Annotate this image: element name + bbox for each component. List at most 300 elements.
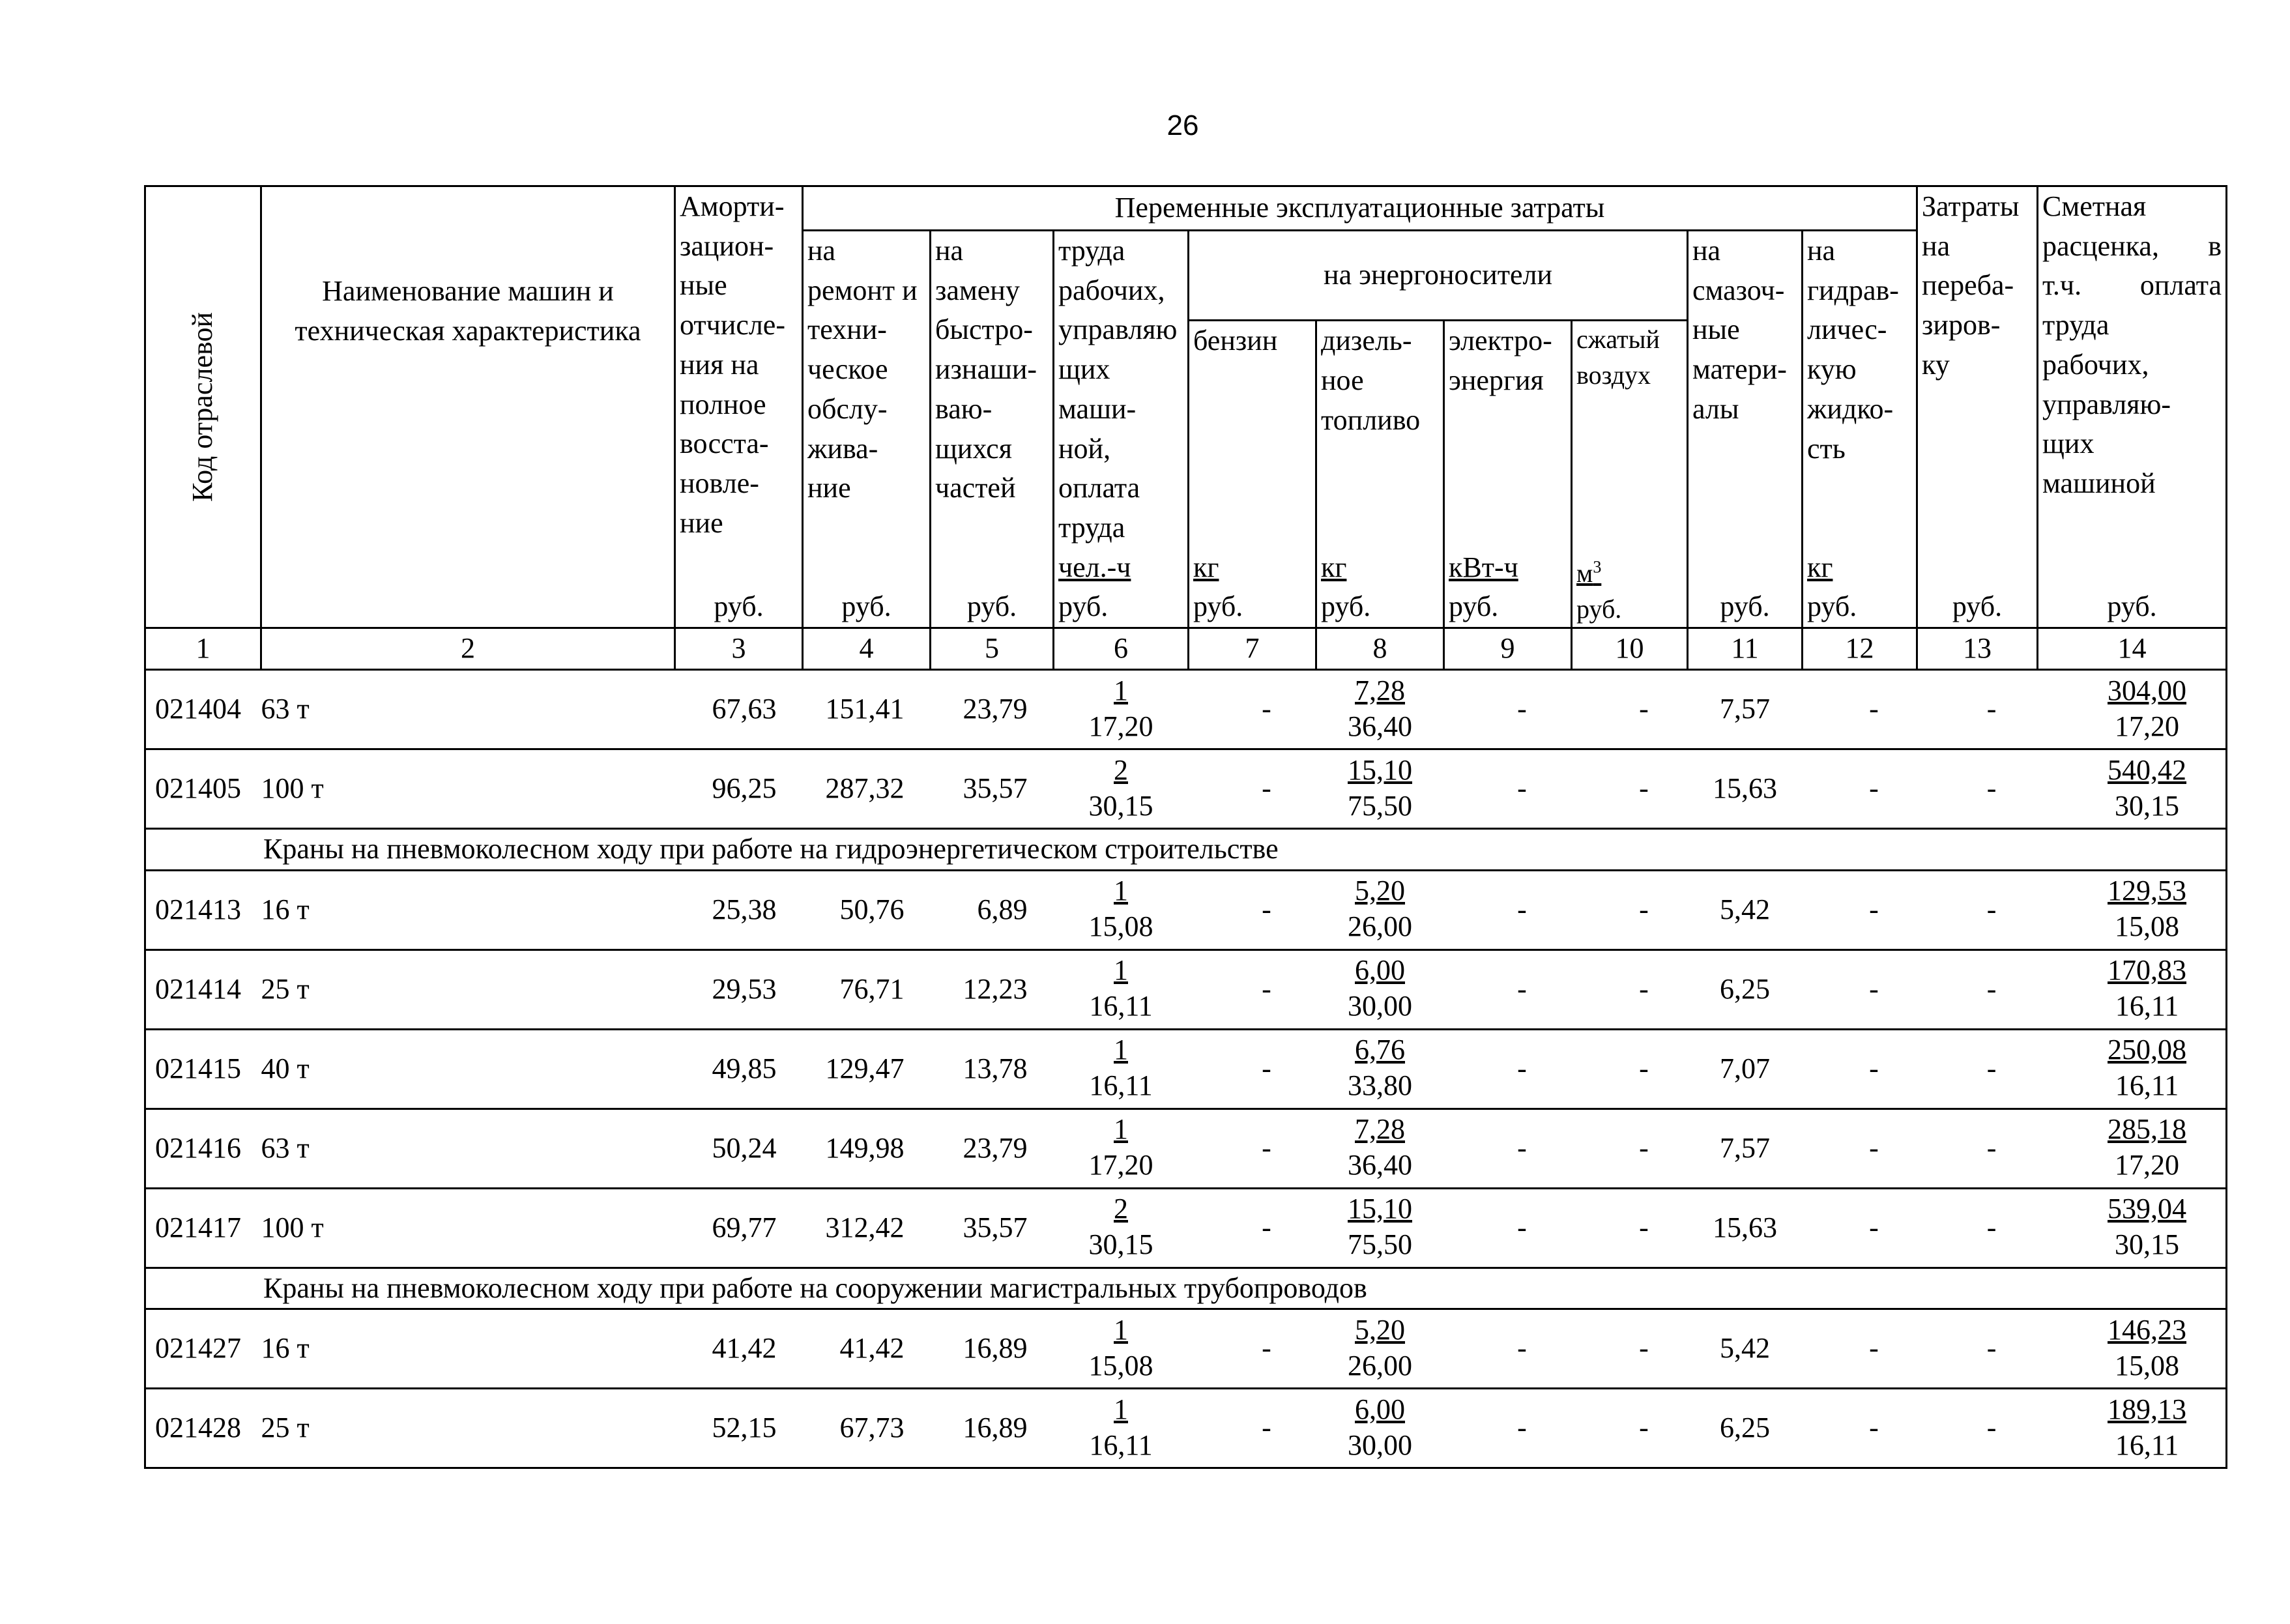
fraction-numerator: 2 xyxy=(1114,753,1128,786)
header-industry-code: Код отраслевой xyxy=(145,186,261,628)
lubricants-value: 15,63 xyxy=(1688,1188,1803,1268)
machine-capacity: 40 т xyxy=(261,1029,675,1109)
repair-value: 67,73 xyxy=(803,1389,931,1468)
relocation-value: - xyxy=(1917,870,2038,950)
gasoline-value: - xyxy=(1189,1188,1316,1268)
header-line: труда xyxy=(2042,309,2109,341)
hydraulic-value: - xyxy=(1803,870,1917,950)
header-line: на xyxy=(935,235,964,267)
estimate-value xyxy=(2038,669,2227,749)
unit-label: руб. xyxy=(2107,590,2157,623)
lubricants-value: 7,57 xyxy=(1688,669,1803,749)
unit-label-bottom: руб. xyxy=(1058,590,1109,623)
header-line: труда xyxy=(1058,235,1125,267)
fraction-value xyxy=(1089,752,1153,824)
header-line: ные xyxy=(680,269,727,302)
fraction-denominator: 17,20 xyxy=(1088,710,1153,742)
repair-value: 151,41 xyxy=(803,669,931,749)
machine-code: 021427 xyxy=(145,1309,261,1389)
header-line: ние xyxy=(680,506,723,539)
header-line: личес- xyxy=(1807,313,1887,346)
header-line: энергия xyxy=(1449,364,1544,396)
header-line: смазоч- xyxy=(1692,274,1785,306)
diesel-value xyxy=(1316,1309,1444,1389)
header-line: быстро- xyxy=(935,313,1033,346)
diesel-value xyxy=(1316,1188,1444,1268)
fraction-value xyxy=(2108,873,2186,944)
unit-label-top: кг xyxy=(1321,551,1347,583)
unit-label-top: кг xyxy=(1193,551,1219,583)
header-line: зиров- xyxy=(1922,309,2001,341)
fraction-denominator: 16,11 xyxy=(1089,1428,1153,1461)
header-line: новле- xyxy=(680,467,759,500)
electricity-value: - xyxy=(1444,1029,1572,1109)
column-number: 2 xyxy=(261,628,675,670)
parts-value: 13,78 xyxy=(931,1029,1054,1109)
repair-value: 41,42 xyxy=(803,1309,931,1389)
machine-code: 021405 xyxy=(145,749,261,828)
electricity-value: - xyxy=(1444,749,1572,828)
labor-value xyxy=(1054,1109,1189,1188)
machine-code: 021417 xyxy=(145,1188,261,1268)
header-line: обслу- xyxy=(807,392,888,425)
unit-label-bottom: руб. xyxy=(1576,594,1622,624)
lubricants-value: 6,25 xyxy=(1688,950,1803,1029)
fraction-denominator: 15,08 xyxy=(2115,910,2180,943)
header-gasoline xyxy=(1189,321,1316,628)
fraction-denominator: 26,00 xyxy=(1348,910,1412,943)
labor-value xyxy=(1054,1029,1189,1109)
table-row xyxy=(145,950,2227,1029)
header-line: восста- xyxy=(680,428,769,460)
labor-value xyxy=(1054,1188,1189,1268)
fraction-numerator: 540,42 xyxy=(2108,753,2187,786)
column-number: 3 xyxy=(675,628,803,670)
header-line: матери- xyxy=(1692,353,1787,386)
header-line: дизель- xyxy=(1321,325,1412,357)
header-line: отчисле- xyxy=(680,309,785,341)
header-line: ремонт и xyxy=(807,274,918,306)
unit-label: руб. xyxy=(841,590,891,623)
header-line: ческое xyxy=(807,353,888,386)
gasoline-value: - xyxy=(1189,749,1316,828)
fraction-denominator: 36,40 xyxy=(1348,1149,1412,1182)
relocation-value: - xyxy=(1917,1309,2038,1389)
fraction-numerator: 1 xyxy=(1114,1393,1128,1425)
column-number: 12 xyxy=(1803,628,1917,670)
fraction-value xyxy=(1348,1111,1412,1183)
header-line: топливо xyxy=(1321,403,1421,436)
machine-capacity: 63 т xyxy=(261,669,675,749)
hydraulic-value: - xyxy=(1803,1309,1917,1389)
fraction-value xyxy=(1089,673,1153,744)
section-title: Краны на пневмоколесном ходу при работе на гидроэнергетическом строительстве xyxy=(145,828,2227,870)
header-line: Затраты xyxy=(1922,190,2020,222)
fraction-value xyxy=(1089,952,1152,1024)
machine-capacity: 16 т xyxy=(261,870,675,950)
parts-value: 16,89 xyxy=(931,1309,1054,1389)
column-number: 6 xyxy=(1054,628,1189,670)
relocation-value: - xyxy=(1917,1188,2038,1268)
header-energy: на энергоносители xyxy=(1189,231,1688,321)
header-variable-costs: Переменные эксплуатационные затраты xyxy=(803,186,1917,231)
header-line: гидрав- xyxy=(1807,274,1899,306)
fraction-value xyxy=(1089,1111,1153,1183)
lubricants-value: 7,07 xyxy=(1688,1029,1803,1109)
fraction-value xyxy=(1348,1032,1412,1103)
column-number: 14 xyxy=(2038,628,2227,670)
lubricants-value: 6,25 xyxy=(1688,1389,1803,1468)
depreciation-value: 50,24 xyxy=(675,1109,803,1188)
estimate-value xyxy=(2038,1109,2227,1188)
machine-rates-table xyxy=(144,185,2227,1469)
header-repair xyxy=(803,231,931,628)
header-diesel xyxy=(1316,321,1444,628)
air-value: - xyxy=(1572,669,1688,749)
parts-value: 23,79 xyxy=(931,1109,1054,1188)
machine-code: 021416 xyxy=(145,1109,261,1188)
depreciation-value: 49,85 xyxy=(675,1029,803,1109)
electricity-value: - xyxy=(1444,669,1572,749)
labor-value xyxy=(1054,669,1189,749)
table-row xyxy=(145,1188,2227,1268)
fraction-value xyxy=(1089,1312,1153,1384)
fraction-denominator: 30,00 xyxy=(1348,1428,1412,1461)
gasoline-value: - xyxy=(1189,1109,1316,1188)
diesel-value xyxy=(1316,749,1444,828)
depreciation-value: 69,77 xyxy=(675,1188,803,1268)
gasoline-value: - xyxy=(1189,950,1316,1029)
fraction-value xyxy=(2108,1111,2186,1183)
depreciation-value: 52,15 xyxy=(675,1389,803,1468)
hydraulic-value: - xyxy=(1803,1109,1917,1188)
header-line: на xyxy=(807,235,836,267)
gasoline-value: - xyxy=(1189,1309,1316,1389)
unit-label: руб. xyxy=(1952,590,2003,623)
repair-value: 76,71 xyxy=(803,950,931,1029)
fraction-value xyxy=(1089,1391,1152,1463)
header-line: маши- xyxy=(1058,392,1137,425)
table-row xyxy=(145,1109,2227,1188)
fraction-value xyxy=(1348,1191,1412,1262)
fraction-numerator: 2 xyxy=(1114,1193,1128,1225)
unit-label: руб. xyxy=(966,590,1017,623)
fraction-denominator: 36,40 xyxy=(1348,710,1412,742)
electricity-value: - xyxy=(1444,1389,1572,1468)
relocation-value: - xyxy=(1917,1029,2038,1109)
fraction-numerator: 1 xyxy=(1114,1034,1128,1066)
air-value: - xyxy=(1572,1188,1688,1268)
header-line: управляю- xyxy=(2042,388,2171,420)
machine-capacity: 100 т xyxy=(261,749,675,828)
header-line: изнаши- xyxy=(935,353,1037,386)
unit-label-top: кВт-ч xyxy=(1449,551,1518,583)
machine-code: 021415 xyxy=(145,1029,261,1109)
fraction-numerator: 304,00 xyxy=(2108,674,2187,706)
header-line: ваю- xyxy=(935,392,993,425)
header-line: ние xyxy=(807,472,851,504)
fraction-value xyxy=(1348,1312,1412,1384)
fraction-value xyxy=(1348,873,1412,944)
hydraulic-value: - xyxy=(1803,1188,1917,1268)
header-line: рабочих, xyxy=(1058,274,1165,306)
header-line: замену xyxy=(935,274,1020,306)
table-row xyxy=(145,669,2227,749)
unit-label-top: чел.-ч xyxy=(1058,551,1131,583)
header-machine-name: Наименование машин и техническая характеристика xyxy=(261,186,675,628)
table-row xyxy=(145,1309,2227,1389)
parts-value: 35,57 xyxy=(931,749,1054,828)
parts-value: 23,79 xyxy=(931,669,1054,749)
machine-capacity: 63 т xyxy=(261,1109,675,1188)
fraction-denominator: 16,11 xyxy=(2115,1428,2179,1461)
page-number: 26 xyxy=(1167,109,1199,141)
relocation-value: - xyxy=(1917,669,2038,749)
fraction-value xyxy=(2108,1312,2186,1384)
fraction-denominator: 16,11 xyxy=(1089,990,1153,1022)
fraction-value xyxy=(1348,673,1412,744)
lubricants-value: 5,42 xyxy=(1688,1309,1803,1389)
column-number: 8 xyxy=(1316,628,1444,670)
header-electricity xyxy=(1444,321,1572,628)
header-line: полное xyxy=(680,388,766,420)
diesel-value xyxy=(1316,1389,1444,1468)
section-row xyxy=(145,828,2227,870)
header-line: ные xyxy=(1692,313,1740,346)
fraction-numerator: 6,00 xyxy=(1355,954,1405,987)
estimate-value xyxy=(2038,870,2227,950)
fraction-value xyxy=(1348,952,1412,1024)
fraction-denominator: 16,11 xyxy=(1089,1069,1153,1102)
repair-value: 312,42 xyxy=(803,1188,931,1268)
header-lubricants xyxy=(1688,231,1803,628)
header-line: труда xyxy=(1058,512,1125,544)
depreciation-value: 41,42 xyxy=(675,1309,803,1389)
fraction-denominator: 75,50 xyxy=(1348,1228,1412,1261)
relocation-value: - xyxy=(1917,950,2038,1029)
unit-label: руб. xyxy=(714,590,764,623)
unit-label-bottom: руб. xyxy=(1449,590,1499,623)
header-air xyxy=(1572,321,1688,628)
hydraulic-value: - xyxy=(1803,1029,1917,1109)
labor-value xyxy=(1054,950,1189,1029)
gasoline-value: - xyxy=(1189,669,1316,749)
lubricants-value: 15,63 xyxy=(1688,749,1803,828)
fraction-numerator: 1 xyxy=(1114,674,1128,706)
column-number: 13 xyxy=(1917,628,2038,670)
header-line: оплата xyxy=(1058,472,1140,504)
air-value: - xyxy=(1572,1389,1688,1468)
fraction-denominator: 75,50 xyxy=(1348,789,1412,822)
header-line: техни- xyxy=(807,313,887,346)
header-line: на xyxy=(1922,229,1950,262)
unit-label-top: кг xyxy=(1807,551,1833,583)
diesel-value xyxy=(1316,1029,1444,1109)
fraction-value xyxy=(2108,1391,2186,1463)
air-value: - xyxy=(1572,870,1688,950)
fraction-denominator: 15,08 xyxy=(1088,910,1153,943)
repair-value: 50,76 xyxy=(803,870,931,950)
fraction-denominator: 33,80 xyxy=(1348,1069,1412,1102)
fraction-denominator: 30,15 xyxy=(1088,1228,1153,1261)
repair-value: 287,32 xyxy=(803,749,931,828)
column-number: 5 xyxy=(931,628,1054,670)
electricity-value: - xyxy=(1444,950,1572,1029)
header-line: жидко- xyxy=(1807,392,1894,425)
header-line: щих xyxy=(1058,353,1110,386)
unit-label-bottom: руб. xyxy=(1193,590,1243,623)
gasoline-value: - xyxy=(1189,1029,1316,1109)
header-line: расценка, в xyxy=(2042,229,2222,262)
fraction-value xyxy=(2108,752,2186,824)
fraction-numerator: 129,53 xyxy=(2108,875,2187,907)
gasoline-value: - xyxy=(1189,870,1316,950)
depreciation-value: 67,63 xyxy=(675,669,803,749)
machine-capacity: 25 т xyxy=(261,950,675,1029)
column-number: 10 xyxy=(1572,628,1688,670)
header-hydraulic xyxy=(1803,231,1917,628)
parts-value: 12,23 xyxy=(931,950,1054,1029)
column-number: 4 xyxy=(803,628,931,670)
fraction-denominator: 30,15 xyxy=(1088,789,1153,822)
estimate-value xyxy=(2038,1188,2227,1268)
hydraulic-value: - xyxy=(1803,1389,1917,1468)
labor-value xyxy=(1054,749,1189,828)
table-row xyxy=(145,1029,2227,1109)
machine-code: 021413 xyxy=(145,870,261,950)
fraction-numerator: 7,28 xyxy=(1355,674,1405,706)
parts-value: 35,57 xyxy=(931,1188,1054,1268)
diesel-value xyxy=(1316,1109,1444,1188)
electricity-value: - xyxy=(1444,1309,1572,1389)
section-row xyxy=(145,1268,2227,1309)
fraction-numerator: 1 xyxy=(1114,875,1128,907)
fraction-numerator: 5,20 xyxy=(1355,875,1405,907)
header-line: кую xyxy=(1807,353,1857,386)
estimate-value xyxy=(2038,1389,2227,1468)
estimate-value xyxy=(2038,950,2227,1029)
header-line: на xyxy=(1692,235,1721,267)
air-value: - xyxy=(1572,1029,1688,1109)
diesel-value xyxy=(1316,870,1444,950)
fraction-value xyxy=(2108,1191,2186,1262)
table-row xyxy=(145,870,2227,950)
fraction-denominator: 30,15 xyxy=(2115,789,2180,822)
header-line: жива- xyxy=(807,432,878,465)
machine-capacity: 16 т xyxy=(261,1309,675,1389)
header-line: сжатый xyxy=(1576,325,1660,355)
fraction-numerator: 7,28 xyxy=(1355,1113,1405,1146)
fraction-numerator: 1 xyxy=(1114,1313,1128,1346)
fraction-numerator: 250,08 xyxy=(2108,1034,2187,1066)
fraction-numerator: 285,18 xyxy=(2108,1113,2187,1146)
header-line: т.ч. оплата xyxy=(2042,269,2222,302)
unit-label-bottom: руб. xyxy=(1321,590,1371,623)
fraction-numerator: 15,10 xyxy=(1348,1193,1412,1225)
machine-capacity: 100 т xyxy=(261,1188,675,1268)
header-line: сть xyxy=(1807,432,1846,465)
header-line: переба- xyxy=(1922,269,2014,302)
fraction-denominator: 15,08 xyxy=(2115,1349,2180,1382)
header-line: ной, xyxy=(1058,432,1111,465)
header-depreciation xyxy=(675,186,803,628)
header-line: алы xyxy=(1692,392,1739,425)
lubricants-value: 5,42 xyxy=(1688,870,1803,950)
header-line: ния на xyxy=(680,348,759,381)
air-value: - xyxy=(1572,1109,1688,1188)
electricity-value: - xyxy=(1444,870,1572,950)
column-number: 9 xyxy=(1444,628,1572,670)
relocation-value: - xyxy=(1917,749,2038,828)
header-labor xyxy=(1054,231,1189,628)
fraction-numerator: 15,10 xyxy=(1348,753,1412,786)
diesel-value xyxy=(1316,950,1444,1029)
fraction-numerator: 170,83 xyxy=(2108,954,2187,987)
estimate-value xyxy=(2038,1309,2227,1389)
fraction-denominator: 16,11 xyxy=(2115,1069,2179,1102)
header-line: Сметная xyxy=(2042,190,2147,222)
fraction-denominator: 30,15 xyxy=(2115,1228,2180,1261)
fraction-numerator: 1 xyxy=(1114,954,1128,987)
header-line: Аморти- xyxy=(680,190,785,222)
table-row xyxy=(145,749,2227,828)
header-line: щих xyxy=(2042,428,2094,460)
electricity-value: - xyxy=(1444,1109,1572,1188)
header-estimate xyxy=(2038,186,2227,628)
fraction-value xyxy=(1089,1032,1152,1103)
air-value: - xyxy=(1572,749,1688,828)
header-line: зацион- xyxy=(680,229,774,262)
header-line: электро- xyxy=(1449,325,1552,357)
relocation-value: - xyxy=(1917,1109,2038,1188)
header-parts xyxy=(931,231,1054,628)
table-row xyxy=(145,1389,2227,1468)
lubricants-value: 7,57 xyxy=(1688,1109,1803,1188)
unit-label-top: $м^3$ xyxy=(1576,557,1602,588)
fraction-denominator: 26,00 xyxy=(1348,1349,1412,1382)
fraction-value xyxy=(2108,952,2186,1024)
air-value: - xyxy=(1572,950,1688,1029)
machine-code: 021414 xyxy=(145,950,261,1029)
fraction-value xyxy=(1348,752,1412,824)
fraction-numerator: 6,76 xyxy=(1355,1034,1405,1066)
fraction-denominator: 17,20 xyxy=(1088,1149,1153,1182)
fraction-denominator: 16,11 xyxy=(2115,990,2179,1022)
header-line: ку xyxy=(1922,348,1950,381)
hydraulic-value: - xyxy=(1803,950,1917,1029)
hydraulic-value: - xyxy=(1803,669,1917,749)
fraction-denominator: 15,08 xyxy=(1088,1349,1153,1382)
fraction-value xyxy=(1089,1191,1153,1262)
header-line: воздух xyxy=(1576,360,1651,390)
header-line: щихся xyxy=(935,432,1012,465)
labor-value xyxy=(1054,870,1189,950)
repair-value: 149,98 xyxy=(803,1109,931,1188)
parts-value: 16,89 xyxy=(931,1389,1054,1468)
fraction-numerator: 189,13 xyxy=(2108,1393,2187,1425)
depreciation-value: 29,53 xyxy=(675,950,803,1029)
header-line: на xyxy=(1807,235,1836,267)
column-number: 11 xyxy=(1688,628,1803,670)
machine-code: 021428 xyxy=(145,1389,261,1468)
air-value: - xyxy=(1572,1309,1688,1389)
hydraulic-value: - xyxy=(1803,749,1917,828)
column-number: 7 xyxy=(1189,628,1316,670)
unit-superscript: 3 xyxy=(1593,557,1602,577)
fraction-value xyxy=(2108,673,2186,744)
depreciation-value: 96,25 xyxy=(675,749,803,828)
labor-value xyxy=(1054,1389,1189,1468)
